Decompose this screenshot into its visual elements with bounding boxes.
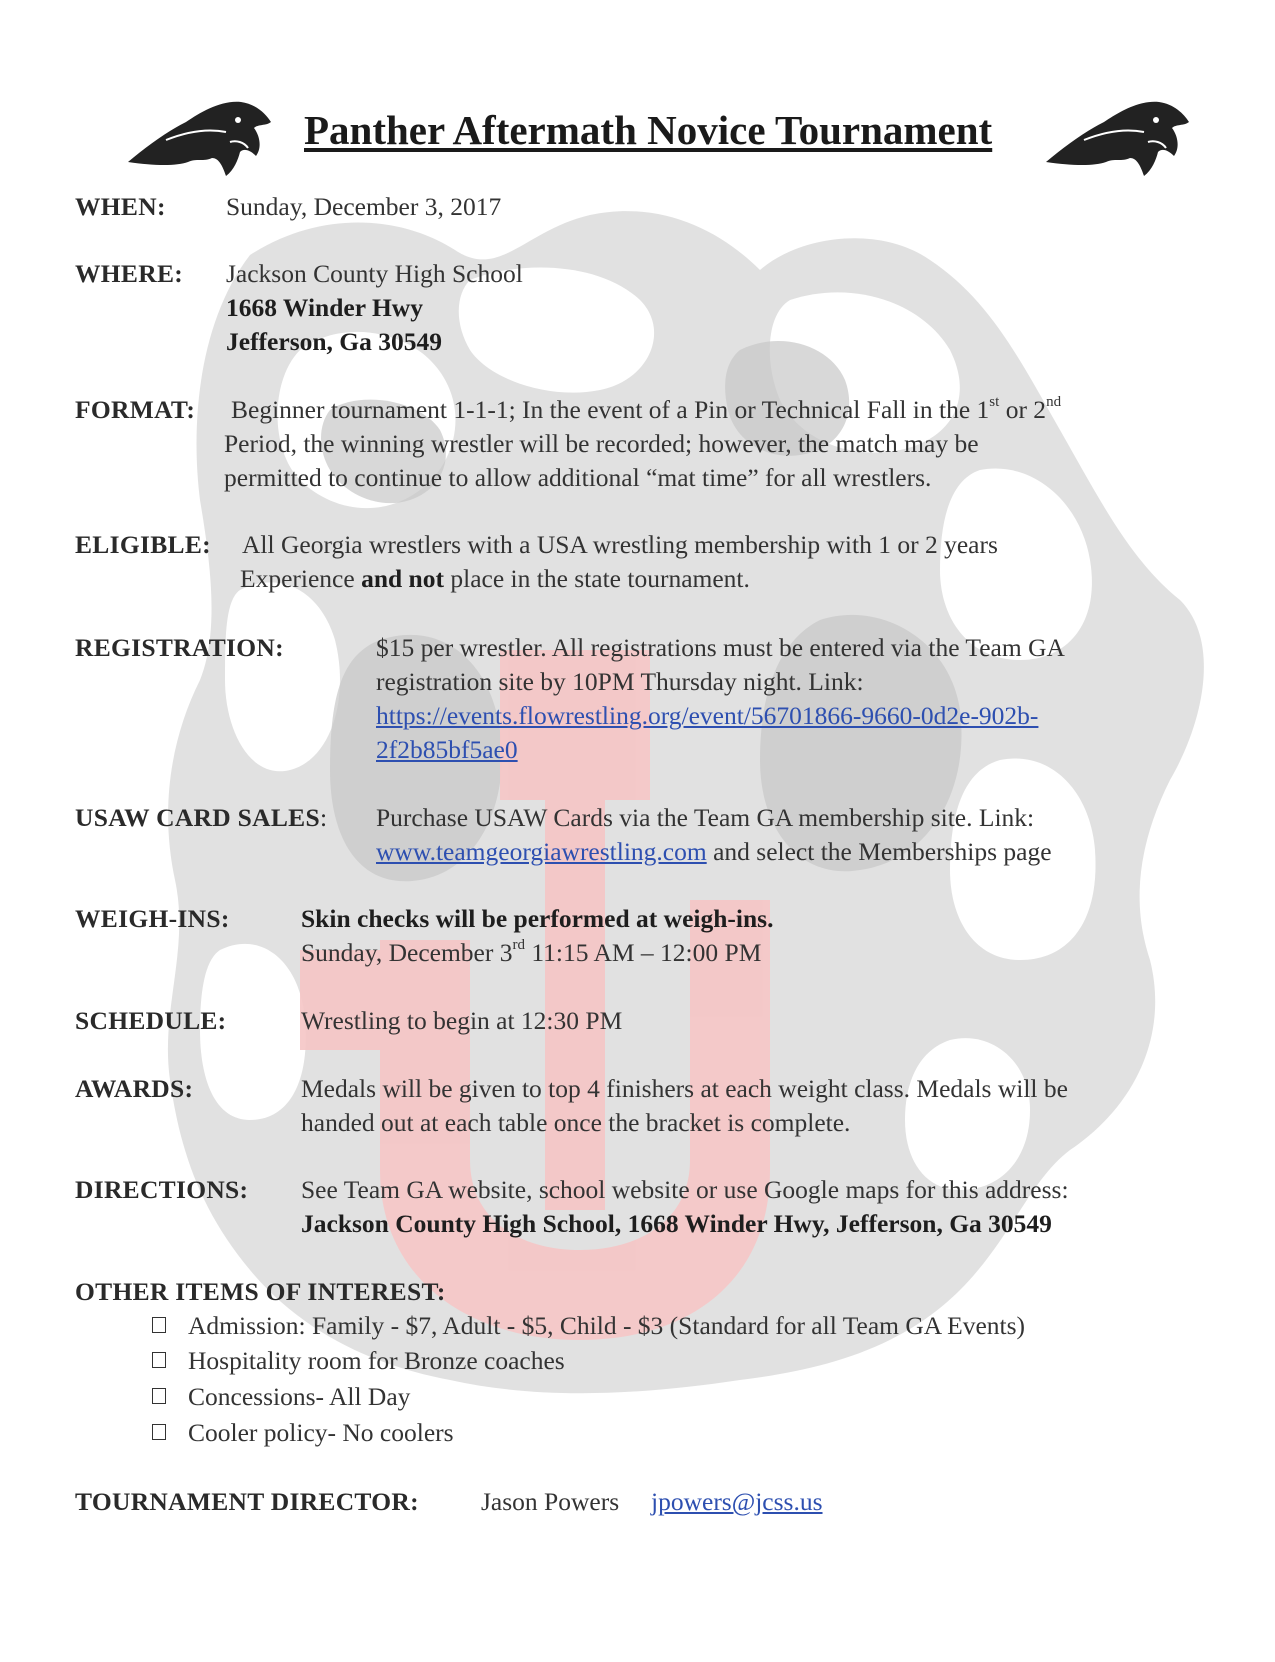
weighins-label: WEIGH-INS: (75, 904, 230, 933)
bullet-box-icon (152, 1388, 166, 1404)
usaw-line-1: Purchase USAW Cards via the Team GA membership site. Link: (376, 803, 1035, 832)
registration-line-1: $15 per wrestler. All registrations must be entered via the Team GA (376, 633, 1065, 662)
bullet-box-icon (152, 1352, 166, 1368)
when-value: Sunday, December 3, 2017 (226, 192, 502, 221)
other-items-label: OTHER ITEMS OF INTEREST: (75, 1277, 446, 1306)
where-school: Jackson County High School (226, 259, 523, 288)
page-title: Panther Aftermath Novice Tournament (304, 107, 993, 153)
bullet-box-icon (152, 1317, 166, 1333)
registration-link-continued[interactable]: 2f2b85bf5ae0 (376, 735, 518, 764)
eligible-label: ELIGIBLE: (75, 530, 211, 559)
where-city: Jefferson, Ga 30549 (226, 327, 443, 356)
other-item-hospitality: Hospitality room for Bronze coaches (188, 1346, 565, 1375)
director-label: TOURNAMENT DIRECTOR: (75, 1487, 419, 1516)
usaw-line-2: www.teamgeorgiawrestling.com and select the Memberships page (376, 837, 1052, 866)
registration-link[interactable]: https://events.flowrestling.org/event/56701866-9660-0d2e-902b- (376, 701, 1039, 730)
directions-address: Jackson County High School, 1668 Winder Hwy, Jefferson, Ga 30549 (301, 1209, 1052, 1238)
awards-line-1: Medals will be given to top 4 finishers at each weight class. Medals will be (301, 1074, 1068, 1103)
format-line-2: Period, the winning wrestler will be recorded; however, the match may be (224, 429, 979, 458)
bullet-box-icon (152, 1424, 166, 1440)
director-name: Jason Powers (481, 1487, 620, 1516)
registration-label: REGISTRATION: (75, 633, 284, 662)
other-item-admission: Admission: Family - $7, Adult - $5, Child - $3 (Standard for all Team GA Events) (188, 1311, 1026, 1340)
schedule-value: Wrestling to begin at 12:30 PM (301, 1006, 623, 1035)
usaw-label: USAW CARD SALES: (75, 803, 328, 832)
eligible-line-1: All Georgia wrestlers with a USA wrestling membership with 1 or 2 years (242, 530, 998, 559)
other-item-concessions: Concessions- All Day (188, 1382, 411, 1411)
teamgeorgia-link[interactable]: www.teamgeorgiawrestling.com (376, 837, 707, 866)
weighins-skin-check: Skin checks will be performed at weigh-ins. (301, 904, 774, 933)
where-label: WHERE: (75, 259, 184, 288)
eligible-line-2: Experience and not place in the state tournament. (240, 564, 750, 593)
directions-line-1: See Team GA website, school website or use Google maps for this address: (301, 1175, 1069, 1204)
awards-line-2: handed out at each table once the bracket is complete. (301, 1108, 851, 1137)
panther-logo-right-icon (1044, 92, 1192, 182)
director-email-link[interactable]: jpowers@jcss.us (651, 1487, 823, 1516)
format-label: FORMAT: (75, 395, 196, 424)
panther-logo-left-icon (126, 92, 274, 182)
format-line-1: Beginner tournament 1-1-1; In the event of a Pin or Technical Fall in the 1st or 2nd (231, 393, 1062, 424)
where-street: 1668 Winder Hwy (226, 293, 423, 322)
format-line-3: permitted to continue to allow additional “mat time” for all wrestlers. (224, 463, 932, 492)
when-label: WHEN: (75, 192, 166, 221)
other-item-cooler: Cooler policy- No coolers (188, 1418, 454, 1447)
weighins-time: Sunday, December 3rd 11:15 AM – 12:00 PM (301, 936, 762, 967)
registration-line-2: registration site by 10PM Thursday night. Link: (376, 667, 864, 696)
schedule-label: SCHEDULE: (75, 1006, 227, 1035)
awards-label: AWARDS: (75, 1074, 194, 1103)
directions-label: DIRECTIONS: (75, 1175, 249, 1204)
